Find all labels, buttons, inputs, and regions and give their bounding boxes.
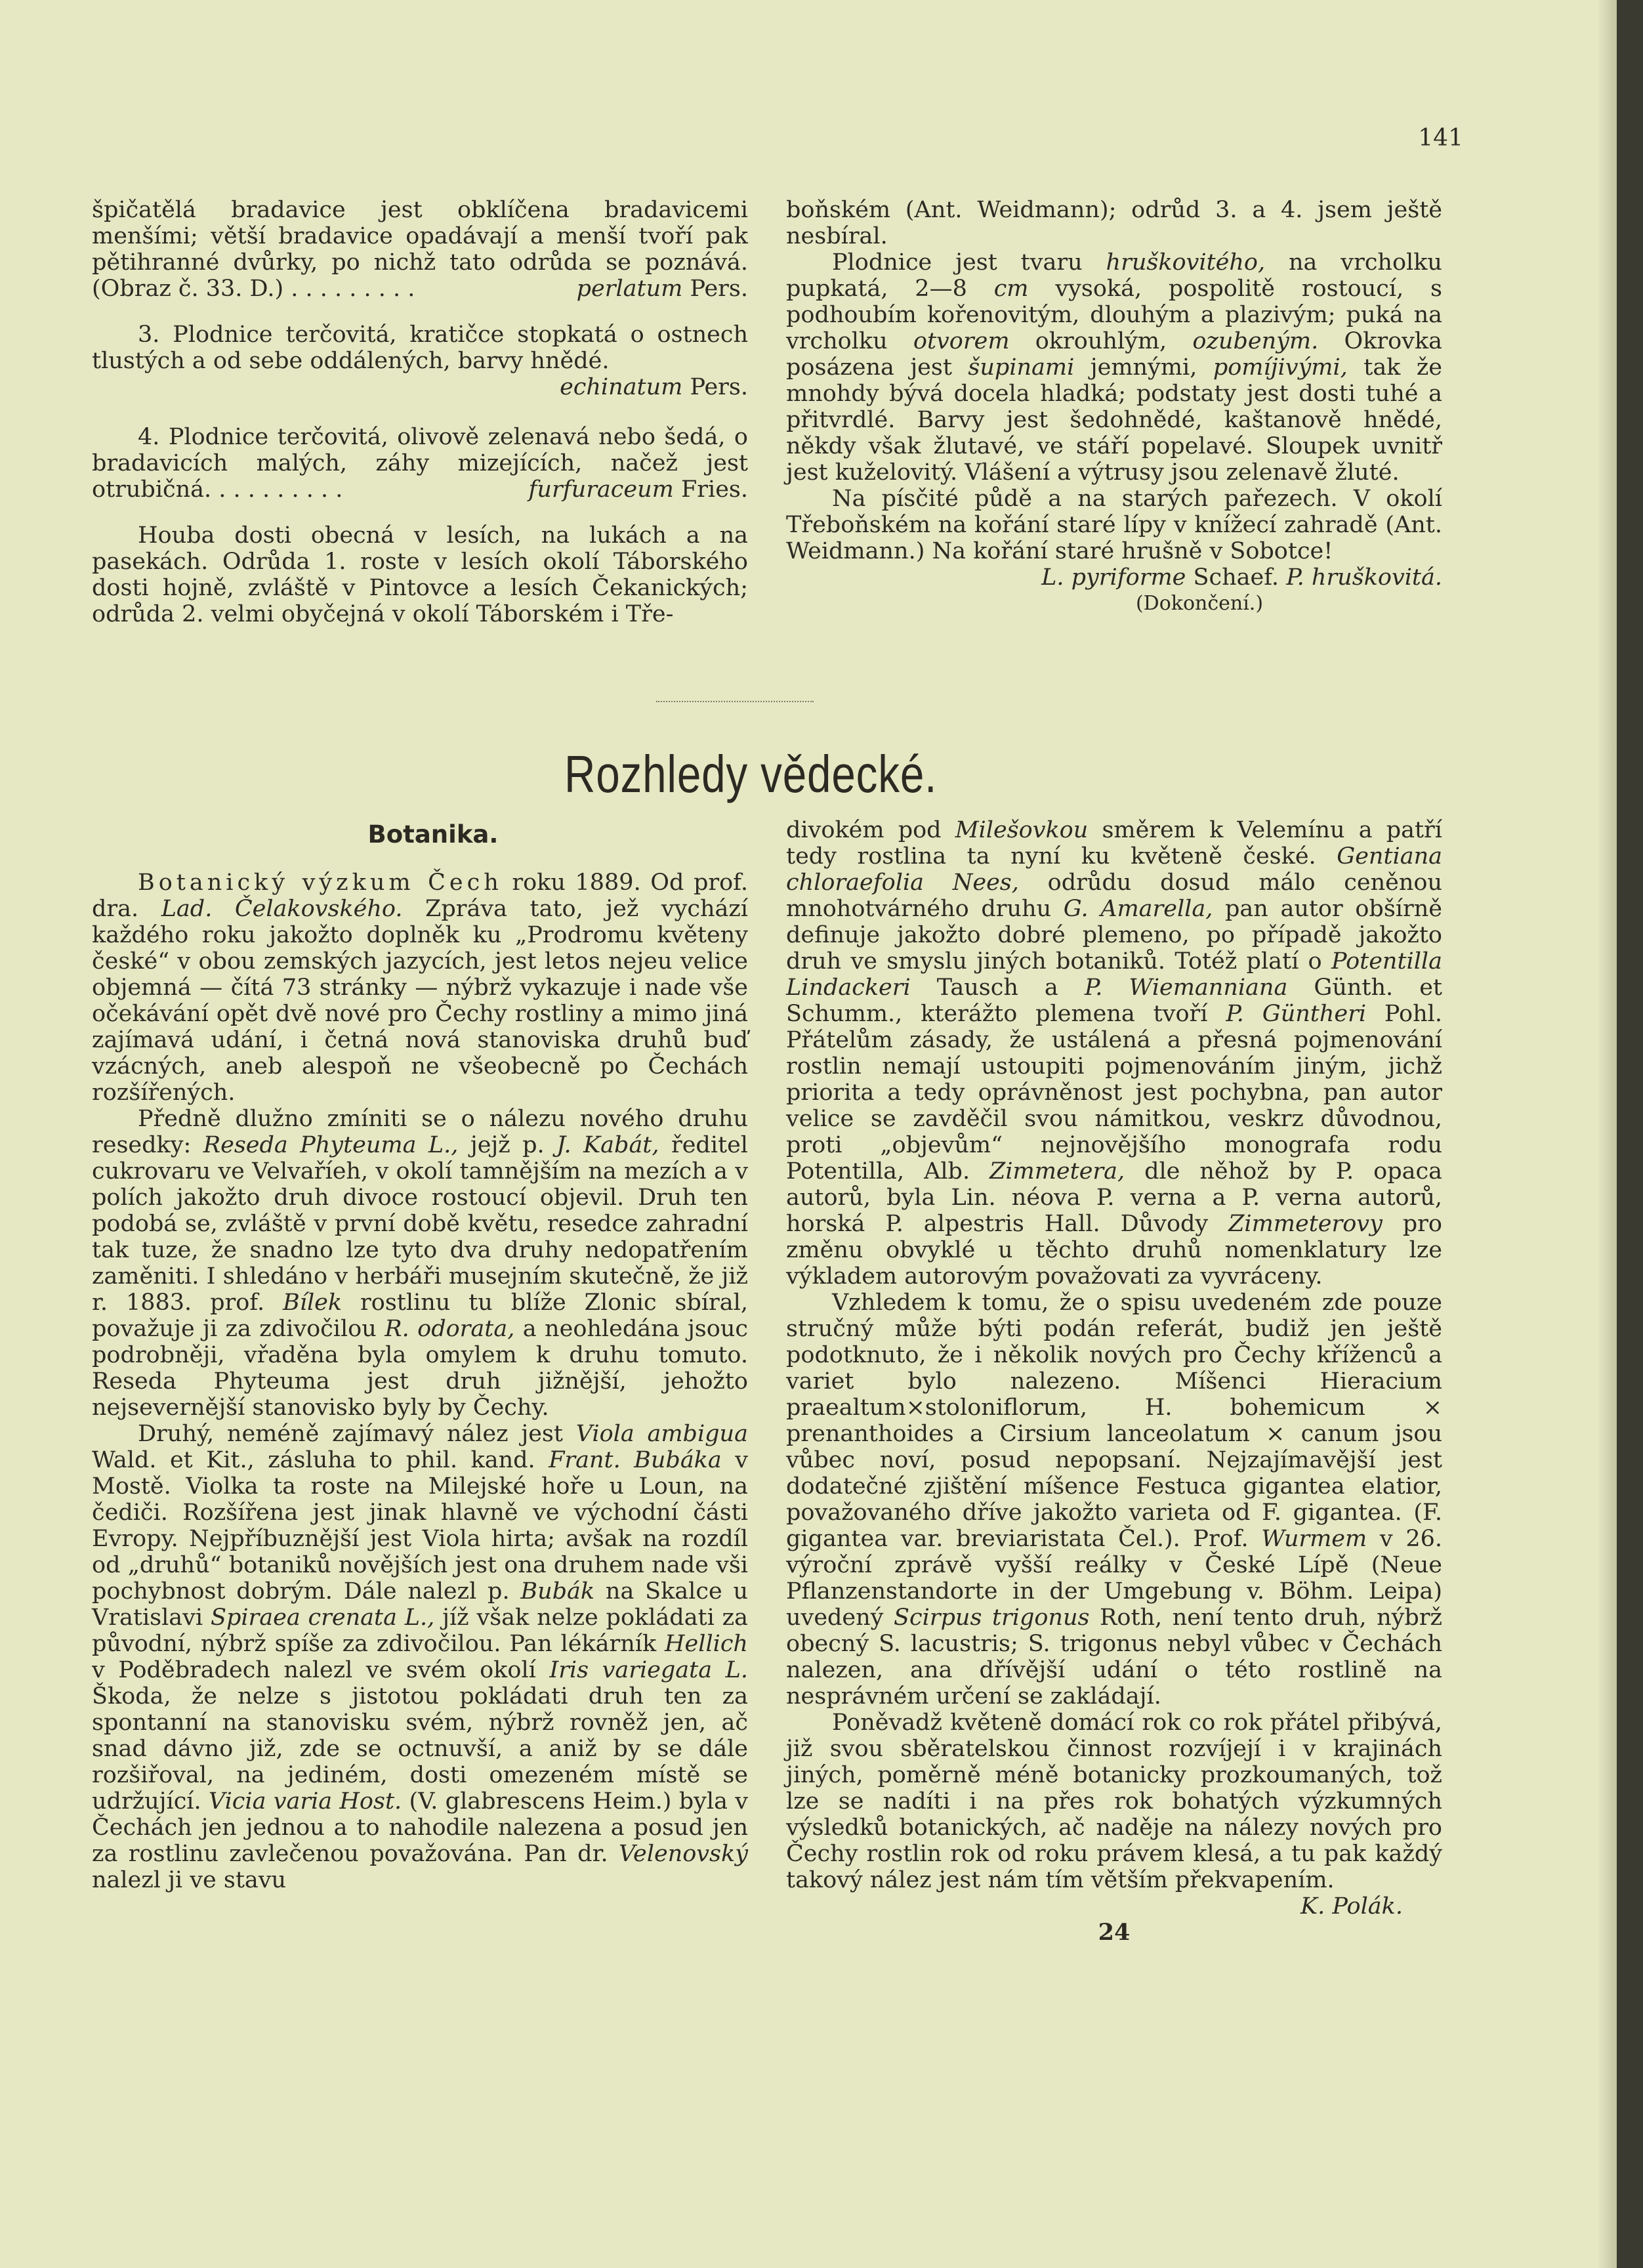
- paragraph: Botanický výzkum Čech roku 1889. Od prof. dra. Lad. Čelakovského. Zpráva tato, jež vychází každého roku jakožto doplněk ku „Prodromu květeny české“ v obou zemských jazycích, jest letos nejeu velice objemná — čítá 73 stránky — nýbrž vykazuje i nade vše očekávání opět dvě nové pro Čechy rostliny a mimo jiná zajímavá udání, i četná nová stanoviska druhů buď vzácných, aneb alespoň ne všeobecně po Čechách rozšířených.: [92, 870, 748, 1106]
- paragraph: Na písčité půdě a na starých pařezech. V okolí Třeboňském na kořání staré lípy v knížecí zahradě (Ant. Weidmann.) Na kořání staré hrušně v Sobotce!: [786, 486, 1442, 564]
- sheet-number: 24: [1098, 1919, 1131, 1946]
- paragraph: Předně dlužno zmíniti se o nálezu nového druhu resedky: Reseda Phyteuma L., jejž p. J. Kabát, ředitel cukrovaru ve Velvaříeh, v okolí tamnějším na mezích a v polích jakožto druh divoce rostoucí objevil. Druh ten podobá se, zvláště v první době květu, resedce zahradní tak tuze, že snadno lze tyto dva druhy nedopatřením zaměniti. I shledáno v herbáři musejním skutečně, že již r. 1883. prof. Bílek rostlinu tu blíže Zlonic sbíral, považuje ji za zdivočilou R. odorata, a neohledána jsouc podrobněji, vřaděna byla omylem k druhu tomuto. Reseda Phyteuma jest druh jižnější, jehožto nejsevernější stanovisko byly by Čechy.: [92, 1106, 748, 1421]
- section-divider: [656, 701, 814, 702]
- continued-note: (Dokončení.): [1135, 592, 1264, 615]
- section-title: Rozhledy vědecké.: [564, 745, 938, 803]
- left-column: [92, 870, 748, 1893]
- page-number: 141: [1418, 125, 1463, 152]
- paragraph: 3. Plodnice terčovitá, kratičce stopkatá o ostnech tlustých a od sebe oddálených, barvy hnědé.: [92, 322, 748, 374]
- paragraph: boňském (Ant. Weidmann); odrůd 3. a 4. jsem ještě nesbíral.: [786, 197, 1442, 249]
- paragraph: 4. Plodnice terčovitá, olivově zelenavá nebo šedá, o bradavicích malých, záhy mizejících, načež jest otrubičná. . . . . . . . . . furfuraceum Fries.: [92, 424, 748, 503]
- top-right-column: [786, 197, 1442, 617]
- paragraph: Druhý, neméně zajímavý nález jest Viola ambigua Wald. et Kit., zásluha to phil. kand. Frant. Bubáka v Mostě. Violka ta roste na Milejské hoře u Loun, na čediči. Rozšířena jest jinak hlavně ve východní části Evropy. Nejpříbuznější jest Viola hirta; avšak na rozdíl od „druhů“ botaniků novějších jest ona druhem nade vši pochybnost dobrým. Dále nalezl p. Bubák na Skalce u Vratislavi Spiraea crenata L., jíž však nelze pokládati za původní, nýbrž spíše za zdivočilou. Pan lékárník Hellich v Poděbradech nalezl ve svém okolí Iris variegata L. Škoda, že nelze s jistotou pokládati druh ten za spontanní na stanovisku svém, nýbrž rovněž jen, ač snad dávno již, zde se octnuvší, a aniž by se dále rozšiřoval, na jediném, dosti omezeném místě se udržující. Vicia varia Host. (V. glabrescens Heim.) byla v Čechách jen jednou a to nahodile nalezena a posud jen za rostlinu zavlečenou považována. Pan dr. Velenovský nalezl ji ve stavu: [92, 1421, 748, 1893]
- species-line: echinatum Pers.: [560, 374, 748, 400]
- subheading: Botanika.: [367, 820, 499, 849]
- signature: K. Polák.: [1300, 1893, 1403, 1920]
- paragraph: Plodnice jest tvaru hruškovitého, na vrcholku pupkatá, 2—8 cm vysoká, pospolitě rostoucí, s podhoubím kořenovitým, dlouhým a plazivým; puká na vrcholku otvorem okrouhlým, ozubeným. Okrovka posázena jest šupinami jemnými, pomíjivými, tak že mnohdy bývá docela hladká; podstaty jest dosti tuhé a přitvrdlé. Barvy jest šedohnědé, kaštanově hnědé, někdy však žlutavé, ve stáří popelavé. Sloupek uvnitř jest kuželovitý. Vlášení a výtrusy jsou zelenavě žluté.: [786, 249, 1442, 486]
- paragraph: Houba dosti obecná v lesích, na lukách a na pasekách. Odrůda 1. roste v lesích okolí Táborského dosti hojně, zvláště v Pintovce a lesích Čekanických; odrůda 2. velmi obyčejná v okolí Táborském i Tře-: [92, 522, 748, 627]
- species-line: L. pyriforme Schaef. P. hruškovitá.: [1041, 564, 1442, 591]
- paragraph: Vzhledem k tomu, že o spisu uvedeném zde pouze stručný může býti podán referát, budiž jen ještě podotknuto, že i několik nových pro Čechy kříženců a variet bylo nalezeno. Míšenci Hieracium praealtum×stoloniflorum, H. bohemicum × prenanthoides a Cirsium lanceolatum × canum jsou vůbec noví, posud nepopsaní. Nejzajímavější jest dodatečné zjištění míšence Festuca gigantea elatior, považovaného dříve jakožto varieta od F. gigantea. (F. gigantea var. breviaristata Čel.). Prof. Wurmem v 26. výroční zprávě vyšší reálky v České Lípě (Neue Pflanzenstandorte in der Umgebung v. Böhm. Leipa) uvedený Scirpus trigonus Roth, není tento druh, nýbrž obecný S. lacustris; S. trigonus nebyl vůbec v Čechách nalezen, ana dřívější udání o této rostlině na nesprávném určení se zakládají.: [786, 1290, 1442, 1710]
- top-left-column: [92, 197, 748, 627]
- page-edge-shadow: [1597, 0, 1617, 2268]
- paragraph: divokém pod Milešovkou směrem k Velemínu a patří tedy rostlina ta nyní ku květeně české. Gentiana chloraefolia Nees, odrůdu dosud málo ceněnou mnohotvárného druhu G. Amarella, pan autor obšírně definuje jakožto dobré plemeno, po případě jakožto druh ve smyslu jiných botaniků. Totéž platí o Potentilla Lindackeri Tausch a P. Wiemanniana Günth. et Schumm., kterážto plemena tvoří P. Güntheri Pohl. Přátelům zásady, že ustálená a přesná pojmenování rostlin nemají ustoupiti pojmenováním jiným, jichž priorita a tedy oprávněnost jest pochybna, pan autor velice se zavděčil svou námitkou, veskrz důvodnou, proti „objevům“ nejnovějšího monografa rodu Potentilla, Alb. Zimmetera, dle něhož by P. opaca autorů, byla Lin. néova P. verna a P. verna autorů, horská P. alpestris Hall. Důvody Zimmeterovy pro změnu obvyklé u těchto druhů nomenklatury lze výkladem autorovým považovati za vyvráceny.: [786, 817, 1442, 1290]
- right-column: [786, 817, 1442, 1946]
- paragraph: špičatělá bradavice jest obklíčena bradavicemi menšími; větší bradavice opadávají a menší tvoří pak pětihranné dvůrky, po nichž tato odrůda se poznává. (Obraz č. 33. D.) . . . . . . . . . perlatum Pers.: [92, 197, 748, 302]
- page-edge: [1617, 0, 1643, 2268]
- paragraph: Poněvadž květeně domácí rok co rok přátel přibývá, již svou sběratelskou činnost rozvíjejí i v krajinách jiných, poměrně méně botanicky prozkoumaných, tož lze se nadíti i na přes rok bohatých výzkumných výsledků botanických, ač naděje na nálezy nových pro Čechy rostlin rok od roku právem klesá, a tu pak každý takový nález jest nám tím větším překvapením.: [786, 1710, 1442, 1893]
